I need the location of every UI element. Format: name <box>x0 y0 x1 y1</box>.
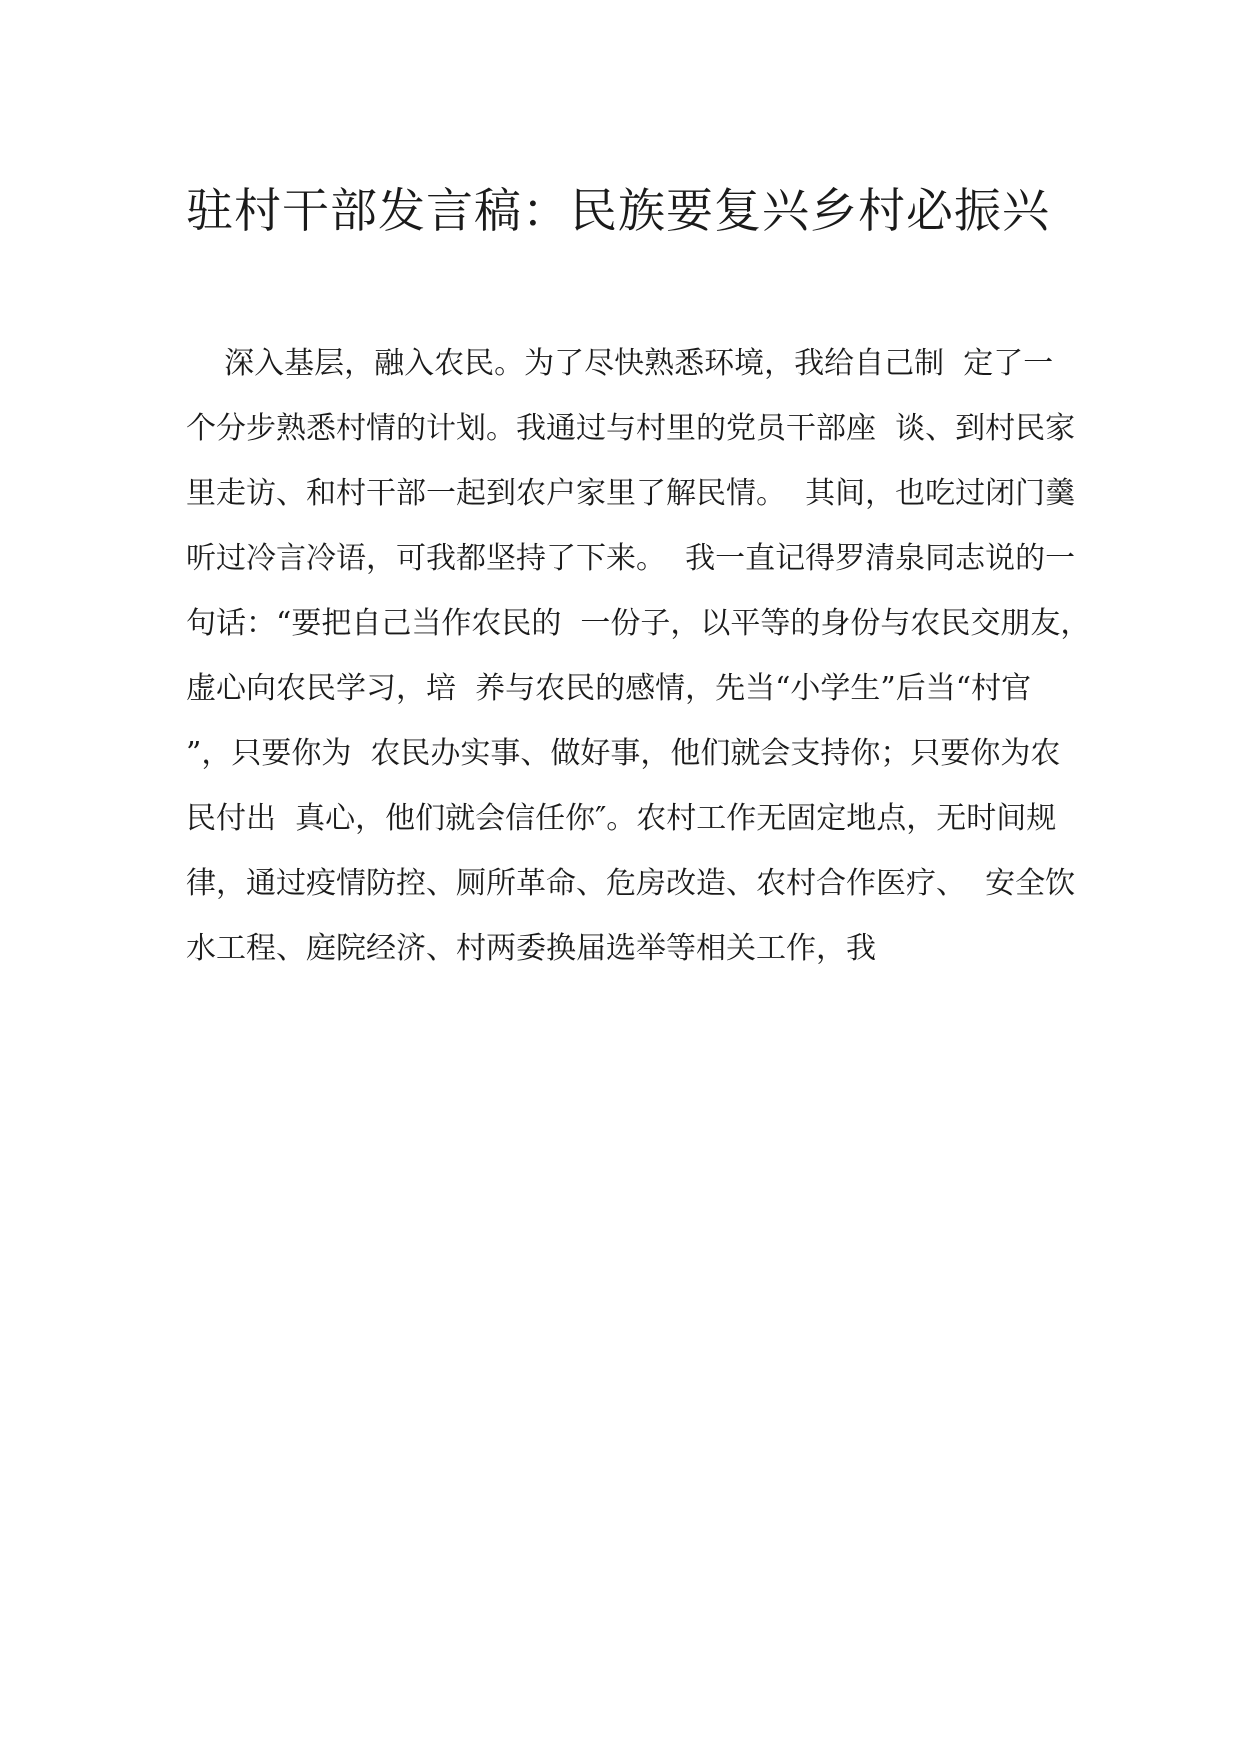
document-title: 驻村干部发言稿：民族要复兴乡村必振兴 <box>186 184 1050 239</box>
paragraph-line: 律，通过疫情防控、厕所革命、危房改造、农村合作医疗、 安全饮 <box>186 866 1076 901</box>
paragraph-line: 水工程、庭院经济、村两委换届选举等相关工作，我 <box>186 931 876 966</box>
paragraph-line: 个分步熟悉村情的计划。我通过与村里的党员干部座 谈、到村民家 <box>186 411 1076 446</box>
paragraph-line: 听过冷言冷语，可我都坚持了下来。 我一直记得罗清泉同志说的一 <box>186 541 1076 576</box>
paragraph-line: 句话：“要把自己当作农民的 一份子，以平等的身份与农民交朋友， <box>186 606 1091 641</box>
paragraph-line: 深入基层，融入农民。为了尽快熟悉环境，我给自己制 定了一 <box>186 346 1054 381</box>
paragraph-line: 虚心向农民学习，培 养与农民的感情，先当“小学生”后当“村官 <box>186 671 1032 706</box>
paragraph-line: 民付出 真心，他们就会信任你″。农村工作无固定地点，无时间规 <box>186 801 1057 836</box>
paragraph-line: ”，只要你为 农民办实事、做好事，他们就会支持你；只要你为农 <box>186 736 1061 771</box>
body-paragraph <box>186 340 1091 990</box>
paragraph-line: 里走访、和村干部一起到农户家里了解民情。 其间，也吃过闭门羹 <box>186 476 1076 511</box>
